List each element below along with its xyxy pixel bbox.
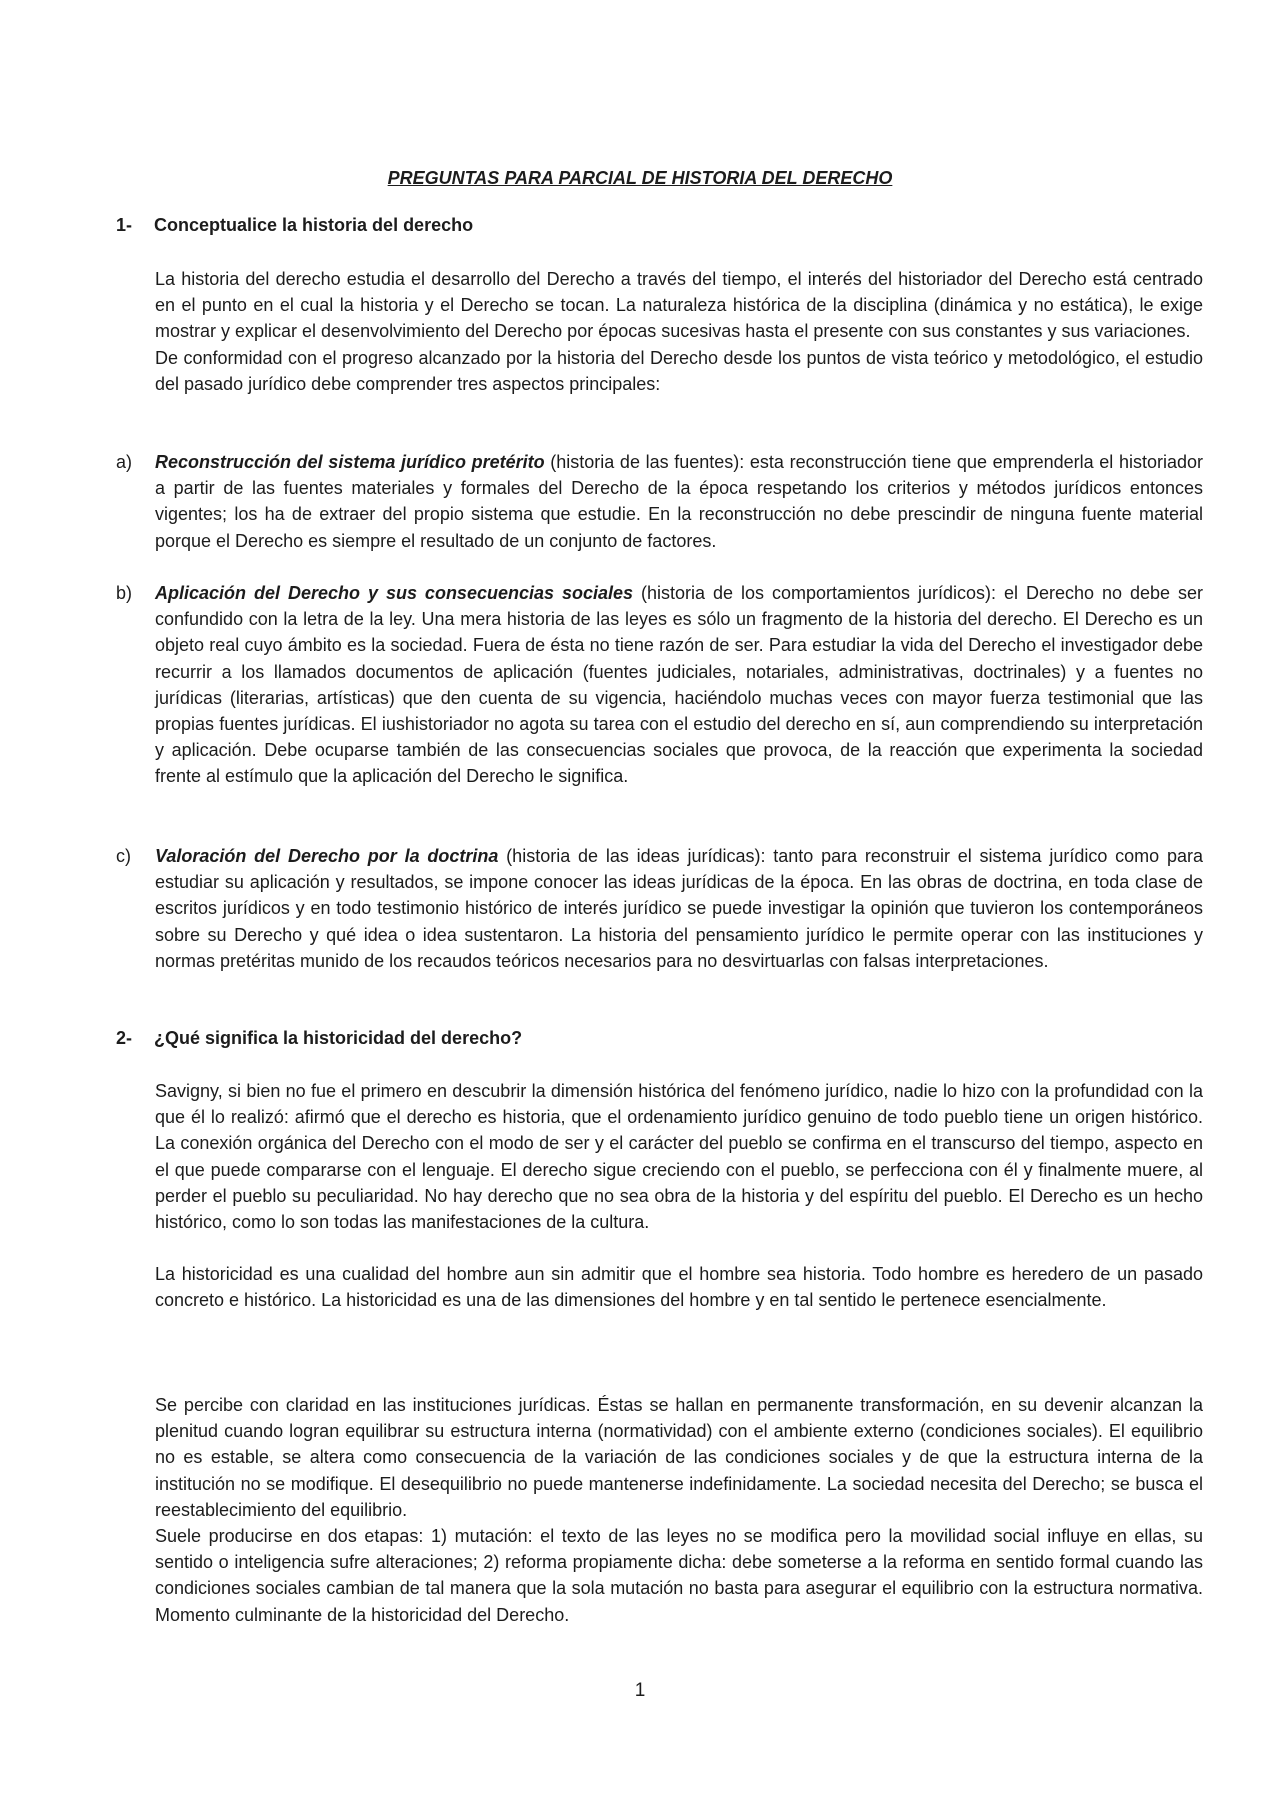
list-item-c-lead: Valoración del Derecho por la doctrina [155, 846, 499, 866]
question-2-number: 2- [116, 1028, 133, 1048]
list-item-c [116, 843, 1203, 974]
question-2-heading [116, 1028, 522, 1049]
answer-2-paragraph-2 [155, 1261, 1203, 1313]
answer-2-paragraph-2-text: La historicidad es una cualidad del hombre aun sin admitir que el hombre sea historia. Todo hombre es heredero de un pasado concreto e histórico. La historicidad es una de las dimensiones del hombre y en tal sentido le pertenece esencialmente. [155, 1264, 1203, 1311]
answer-2-paragraph-3-text: Se percibe con claridad en las instituciones jurídicas. Éstas se hallan en permanente transformación, en su devenir alcanzan la plenitud cuando logran equilibrar su estructura interna (normatividad) con el ambiente externo (condiciones sociales). El equilibrio no es estable, se altera como consecuencia de la variación de las condiciones sociales y de que la estructura interna de la institución no se modifique. El desequilibrio no puede mantenerse indefinidamente. La sociedad necesita del Derecho; se busca el reestablecimiento del equilibrio. [155, 1395, 1203, 1520]
list-item-a-body: (historia de las fuentes): esta reconstrucción tiene que emprenderla el historiador a partir de las fuentes materiales y formales del Derecho de la época respetando los criterios y métodos jurídicos entonces vigentes; los ha de extraer del propio sistema que estudie. En la reconstrucción no debe prescindir de ninguna fuente material porque el Derecho es siempre el resultado de un conjunto de factores. [155, 452, 1203, 551]
list-item-a [116, 449, 1203, 554]
page-number: 1 [634, 1680, 646, 1701]
question-1-heading [116, 215, 473, 236]
answer-2-paragraph-1 [155, 1078, 1203, 1235]
answer-1-paragraph-2: De conformidad con el progreso alcanzado por la historia del Derecho desde los puntos de vista teórico y metodológico, el estudio del pasado jurídico debe comprender tres aspectos principales: [155, 347, 1203, 394]
list-marker-c: c) [116, 846, 131, 866]
list-marker-a: a) [116, 452, 133, 472]
answer-1-paragraph-1: La historia del derecho estudia el desarrollo del Derecho a través del tiempo, el interés del historiador del Derecho está centrado en el punto en el cual la historia y el Derecho se tocan. La naturaleza histórica de la disciplina (dinámica y no estática), le exige mostrar y explicar el desenvolvimiento del Derecho por épocas sucesivas hasta el presente con sus constantes y sus variaciones. [155, 269, 1203, 342]
list-item-c-body: (historia de las ideas jurídicas): tanto para reconstruir el sistema jurídico como para estudiar su aplicación y resultados, se impone conocer las ideas jurídicas de la época. En las obras de doctrina, en toda clase de escritos jurídicos y en todo testimonio histórico de interés jurídico se puede investigar la opinión que tuvieron los contemporáneos sobre su Derecho y qué idea o idea sustentaron. La historia del pensamiento jurídico le permite operar con las instituciones y normas pretéritas munido de los recaudos teóricos necesarios para no desvirtuarlas con falsas interpretaciones. [155, 846, 1203, 971]
list-item-b-text [155, 580, 1203, 790]
answer-2-paragraph-3 [155, 1392, 1203, 1628]
answer-2-paragraph-1-text: Savigny, si bien no fue el primero en descubrir la dimensión histórica del fenómeno jurídico, nadie lo hizo con la profundidad con la que él lo realizó: afirmó que el derecho es historia, que el ordenamiento jurídico genuino de todo pueblo tiene un origen histórico. La conexión orgánica del Derecho con el modo de ser y el carácter del pueblo se confirma en el transcurso del tiempo, aspecto en el que puede compararse con el lenguaje. El derecho sigue creciendo con el pueblo, se perfecciona con él y finalmente muere, al perder el pueblo su peculiaridad. No hay derecho que no sea obra de la historia y del espíritu del pueblo. El Derecho es un hecho histórico, como lo son todas las manifestaciones de la cultura. [155, 1081, 1203, 1233]
list-item-c-text [155, 843, 1203, 974]
list-item-b [116, 580, 1203, 790]
list-item-b-lead: Aplicación del Derecho y sus consecuencias sociales [155, 583, 634, 603]
document-title: PREGUNTAS PARA PARCIAL DE HISTORIA DEL DERECHO [387, 168, 893, 188]
list-item-a-lead: Reconstrucción del sistema jurídico pretérito [155, 452, 545, 472]
list-item-a-text [155, 449, 1203, 554]
question-1-text: Conceptualice la historia del derecho [154, 215, 474, 235]
question-1-number: 1- [116, 215, 133, 235]
list-marker-b: b) [116, 583, 133, 603]
answer-1-intro [155, 266, 1203, 397]
answer-2-paragraph-4-text: Suele producirse en dos etapas: 1) mutación: el texto de las leyes no se modifica pero la movilidad social influye en ellas, su sentido o inteligencia sufre alteraciones; 2) reforma propiamente dicha: debe someterse a la reforma en sentido formal cuando las condiciones sociales cambian de tal manera que la sola mutación no basta para asegurar el equilibrio con la estructura normativa. Momento culminante de la historicidad del Derecho. [155, 1526, 1203, 1625]
list-item-b-body: (historia de los comportamientos jurídicos): el Derecho no debe ser confundido con la letra de la ley. Una mera historia de las leyes es sólo un fragmento de la historia del derecho. El Derecho es un objeto real cuyo ámbito es la sociedad. Fuera de ésta no tiene razón de ser. Para estudiar la vida del Derecho el investigador debe recurrir a los llamados documentos de aplicación (fuentes judiciales, notariales, administrativas, doctrinales) y a fuentes no jurídicas (literarias, artísticas) que den cuenta de su vigencia, haciéndolo muchas veces con mayor fuerza testimonial que las propias fuentes jurídicas. El iushistoriador no agota su tarea con el estudio del derecho en sí, aun comprendiendo su interpretación y aplicación. Debe ocuparse también de las consecuencias sociales que provoca, de la reacción que experimenta la sociedad frente al estímulo que la aplicación del Derecho le significa. [155, 583, 1203, 787]
question-2-text: ¿Qué significa la historicidad del derecho? [154, 1028, 523, 1048]
